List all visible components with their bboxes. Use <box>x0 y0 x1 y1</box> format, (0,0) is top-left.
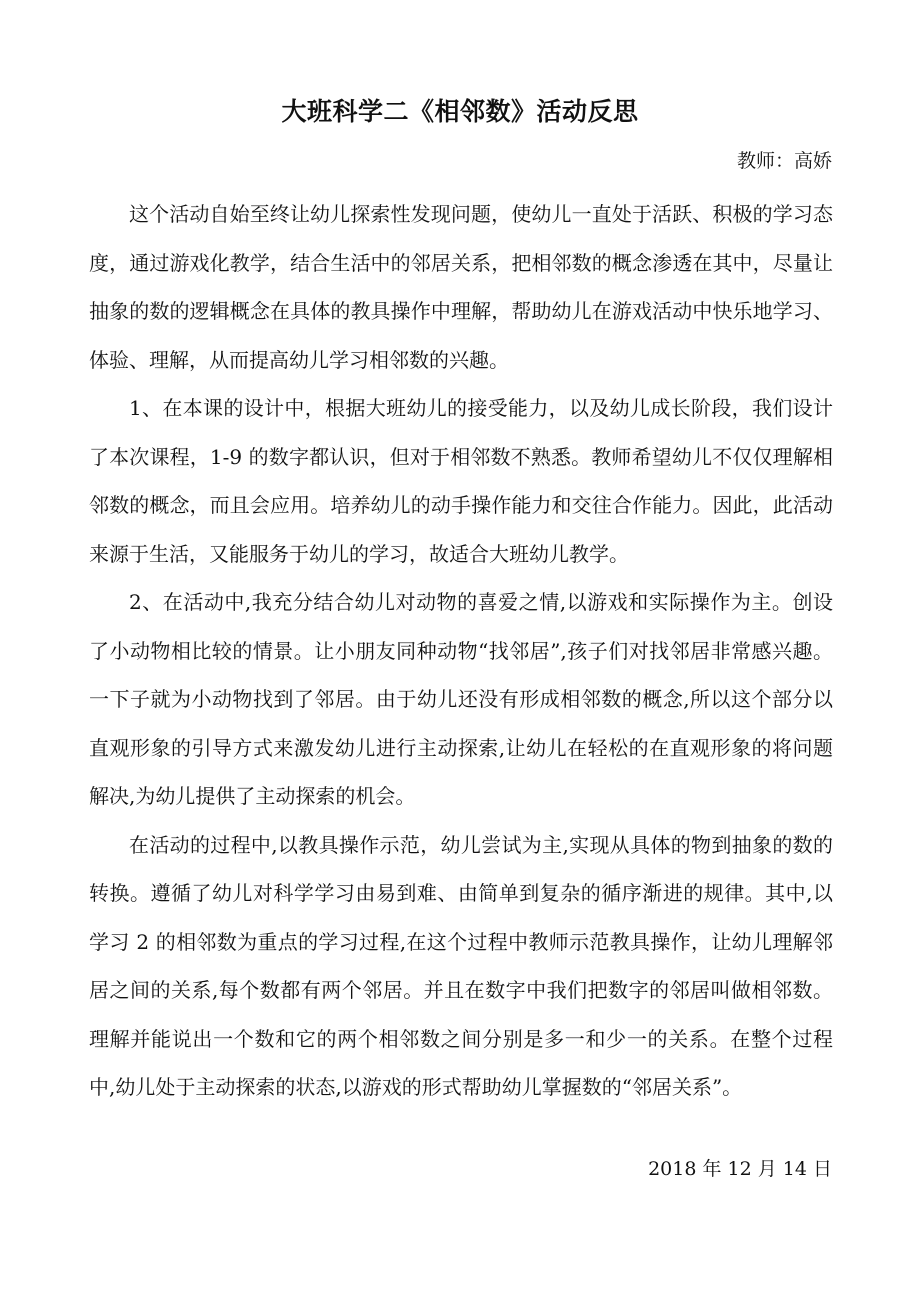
author-line: 教师：高娇 <box>736 150 832 172</box>
paragraph-intro: 这个活动自始至终让幼儿探索性发现问题，使幼儿一直处于活跃、积极的学习态度，通过游戏化教学，结合生活中的邻居关系，把相邻数的概念渗透在其中，尽量让抽象的数的逻辑概念在具体的教具操作中理解，帮助幼儿在游戏活动中快乐地学习、体验、理解，从而提高幼儿学习相邻数的兴趣。 <box>89 202 833 372</box>
document-date: 2018 年 12 月 14 日 <box>648 1158 832 1180</box>
paragraph-process: 在活动的过程中,以教具操作示范，幼儿尝试为主,实现从具体的物到抽象的数的转换。遵循了幼儿对科学学习由易到难、由简单到复杂的循序渐进的规律。其中,以学习 2 的相邻数为重点的学习过程,在这个过程中教师示范教具操作，让幼儿理解邻居之间的关系,每个数都有两个邻居。并且在数字中我们把数字的邻居叫做相邻数。理解并能说出一个数和它的两个相邻数之间分别是多一和少一的关系。在整个过程中,幼儿处于主动探索的状态,以游戏的形式帮助幼儿掌握数的“邻居关系”。 <box>89 832 833 1099</box>
paragraph-point-2: 2、在活动中,我充分结合幼儿对动物的喜爱之情,以游戏和实际操作为主。创设了小动物相比较的情景。让小朋友同种动物“找邻居”,孩子们对找邻居非常感兴趣。一下子就为小动物找到了邻居。由于幼儿还没有形成相邻数的概念,所以这个部分以直观形象的引导方式来激发幼儿进行主动探索,让幼儿在轻松的在直观形象的将问题解决,为幼儿提供了主动探索的机会。 <box>89 590 833 808</box>
document-body <box>89 190 833 1112</box>
document-title: 大班科学二《相邻数》活动反思 <box>281 97 639 126</box>
paragraph-point-1: 1、在本课的设计中，根据大班幼儿的接受能力，以及幼儿成长阶段，我们设计了本次课程，1-9 的数字都认识，但对于相邻数不熟悉。教师希望幼儿不仅仅理解相邻数的概念，而且会应用。培养幼儿的动手操作能力和交往合作能力。因此，此活动来源于生活，又能服务于幼儿的学习，故适合大班幼儿教学。 <box>89 396 833 566</box>
